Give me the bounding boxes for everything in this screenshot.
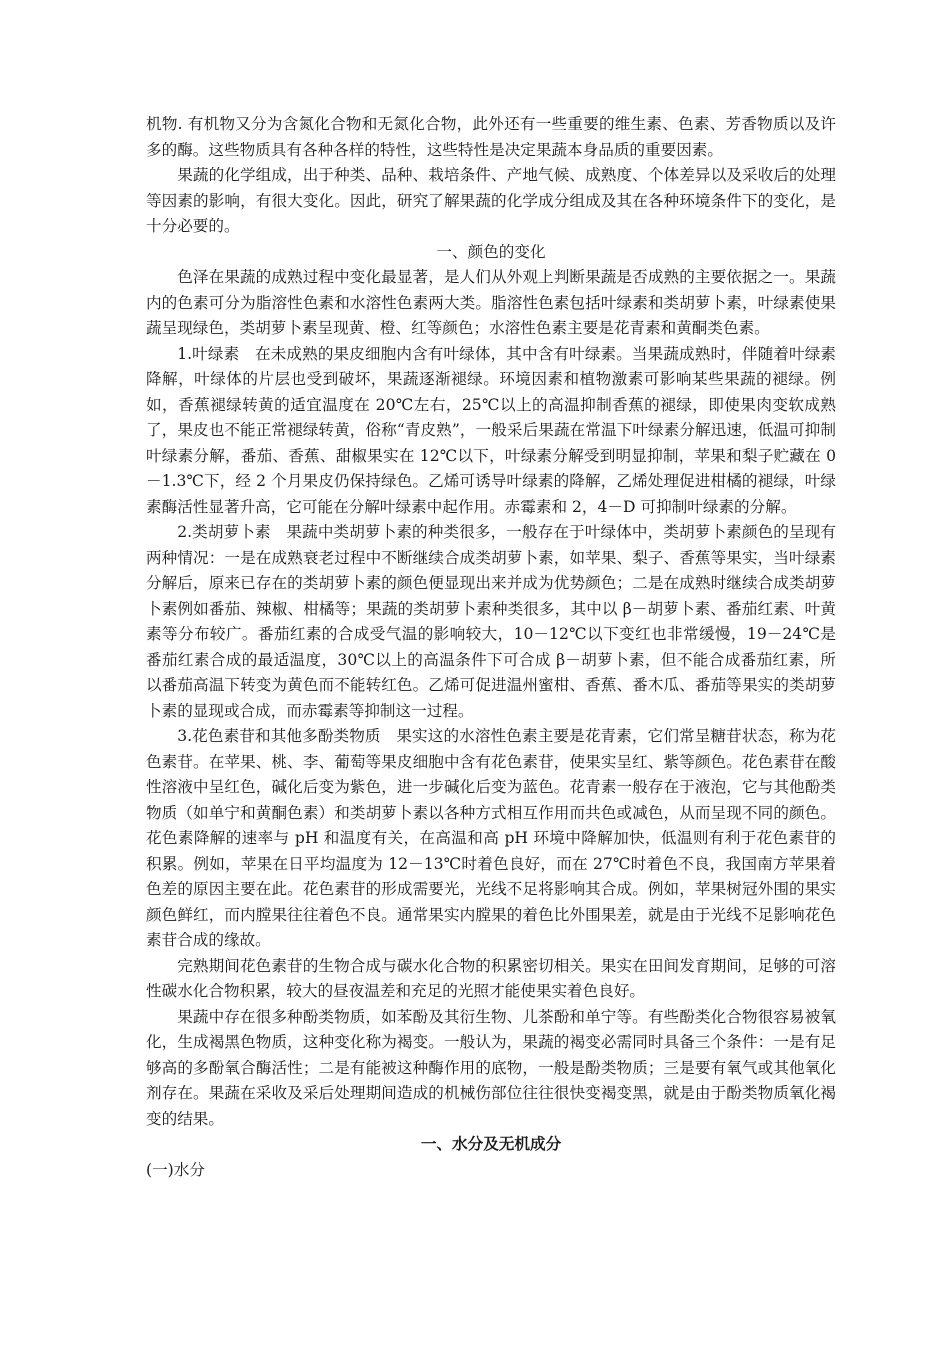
paragraph-intro-continued: 机物. 有机物又分为含氮化合物和无氮化合物，此外还有一些重要的维生素、色素、芳香物质以及许多的酶。这些物质具有各种各样的特性，这些特性是决定果蔬本身品质的重要因素。 bbox=[146, 115, 836, 159]
paragraph-color-overview: 色泽在果蔬的成熟过程中变化最显著，是人们从外观上判断果蔬是否成熟的主要依据之一。果蔬内的色素可分为脂溶性色素和水溶性色素两大类。脂溶性色素包括叶绿素和类胡萝卜素，叶绿素使果蔬呈现绿色，类胡萝卜素呈现黄、橙、红等颜色；水溶性色素主要是花青素和黄酮类色素。 bbox=[146, 268, 836, 337]
paragraph-chlorophyll: 1.叶绿素 在未成熟的果皮细胞内含有叶绿体，其中含有叶绿素。当果蔬成熟时，伴随着叶绿素降解，叶绿体的片层也受到破坏，果蔬逐渐褪绿。环境因素和植物激素可影响某些果蔬的褪绿。例如，香蕉褪绿转黄的适宜温度在 20℃左右，25℃以上的高温抑制香蕉的褪绿，即使果肉变软成熟了，果皮也不能正常褪绿转黄，俗称“青皮熟”，一般采后果蔬在常温下叶绿素分解迅速，低温可抑制叶绿素分解，番茄、香蕉、甜椒果实在 12℃以下，叶绿素分解受到明显抑制，苹果和梨子贮藏在 0－1.3℃下，经 2 个月果皮仍保持绿色。乙烯可诱导叶绿素的降解，乙烯处理促进柑橘的褪绿，叶绿素酶活性显著升高，它可能在分解叶绿素中起作用。赤霉素和 2，4－D 可抑制叶绿素的分解。 bbox=[146, 344, 836, 516]
section-heading-water-inorganic: 一、水分及无机成分 bbox=[420, 1135, 562, 1153]
section-heading-color-change: 一、颜色的变化 bbox=[436, 242, 546, 261]
paragraph-carotenoids: 2.类胡萝卜素 果蔬中类胡萝卜素的种类很多，一般存在于叶绿体中，类胡萝卜素颜色的呈现有两种情况：一是在成熟衰老过程中不断继续合成类胡萝卜素，如苹果、梨子、香蕉等果实，当叶绿素分解后，原来已存在的类胡萝卜素的颜色便显现出来并成为优势颜色；二是在成熟时继续合成类胡萝卜素例如番茄、辣椒、柑橘等；果蔬的类胡萝卜素种类很多，其中以 β－胡萝卜素、番茄红素、叶黄素等分布较广。番茄红素的合成受气温的影响较大，10－12℃以下变红也非常缓慢，19－24℃是番茄红素合成的最适温度，30℃以上的高温条件下可合成 β－胡萝卜素，但不能合成番茄红素，所以番茄高温下转变为黄色而不能转红色。乙烯可促进温州蜜柑、香蕉、番木瓜、番茄等果实的类胡萝卜素的显现或合成，而赤霉素等抑制这一过程。 bbox=[146, 523, 836, 720]
document-page bbox=[146, 112, 836, 1183]
subsection-heading-water: (一)水分 bbox=[146, 1160, 205, 1179]
paragraph-ripening-synthesis: 完熟期间花色素苷的生物合成与碳水化合物的积累密切相关。果实在田间发育期间，足够的可溶性碳水化合物积累，较大的昼夜温差和充足的光照才能使果实着色良好。 bbox=[146, 956, 836, 1000]
paragraph-chemical-composition: 果蔬的化学组成，出于种类、品种、栽培条件、产地气候、成熟度、个体差异以及采收后的处理等因素的影响，有很大变化。因此，研究了解果蔬的化学成分组成及其在各种环境条件下的变化，是十分必要的。 bbox=[146, 166, 836, 235]
paragraph-anthocyanins: 3.花色素苷和其他多酚类物质 果实这的水溶性色素主要是花青素，它们常呈糖苷状态，称为花色素苷。在苹果、桃、李、葡萄等果皮细胞中含有花色素苷，使果实呈红、紫等颜色。花色素苷在酸性溶液中呈红色，碱化后变为紫色，进一步碱化后变为蓝色。花青素一般存在于液泡，它与其他酚类物质（如单宁和黄酮色素）和类胡萝卜素以各种方式相互作用而共色或减色，从而呈现不同的颜色。花色素降解的速率与 pH 和温度有关，在高温和高 pH 环境中降解加快，低温则有利于花色素苷的积累。例如，苹果在日平均温度为 12－13℃时着色良好，而在 27℃时着色不良，我国南方苹果着色差的原因主要在此。花色素苷的形成需要光，光线不足将影响其合成。例如，苹果树冠外围的果实颜色鲜红，而内膛果往往着色不良。通常果实内膛果的着色比外围果差，就是由于光线不足影响花色素苷合成的缘故。 bbox=[146, 727, 836, 949]
paragraph-phenolics-browning: 果蔬中存在很多种酚类物质，如苯酚及其衍生物、儿茶酚和单宁等。有些酚类化合物很容易被氧化，生成褐黑色物质，这种变化称为褐变。一般认为，果蔬的褐变必需同时具备三个条件：一是有足够高的多酚氧合酶活性；二是有能被这种酶作用的底物，一般是酚类物质；三是要有氧气或其他氧化剂存在。果蔬在采收及采后处理期间造成的机械伤部位往往很快变褐变黑，就是由于酚类物质氧化褐变的结果。 bbox=[146, 1007, 836, 1128]
